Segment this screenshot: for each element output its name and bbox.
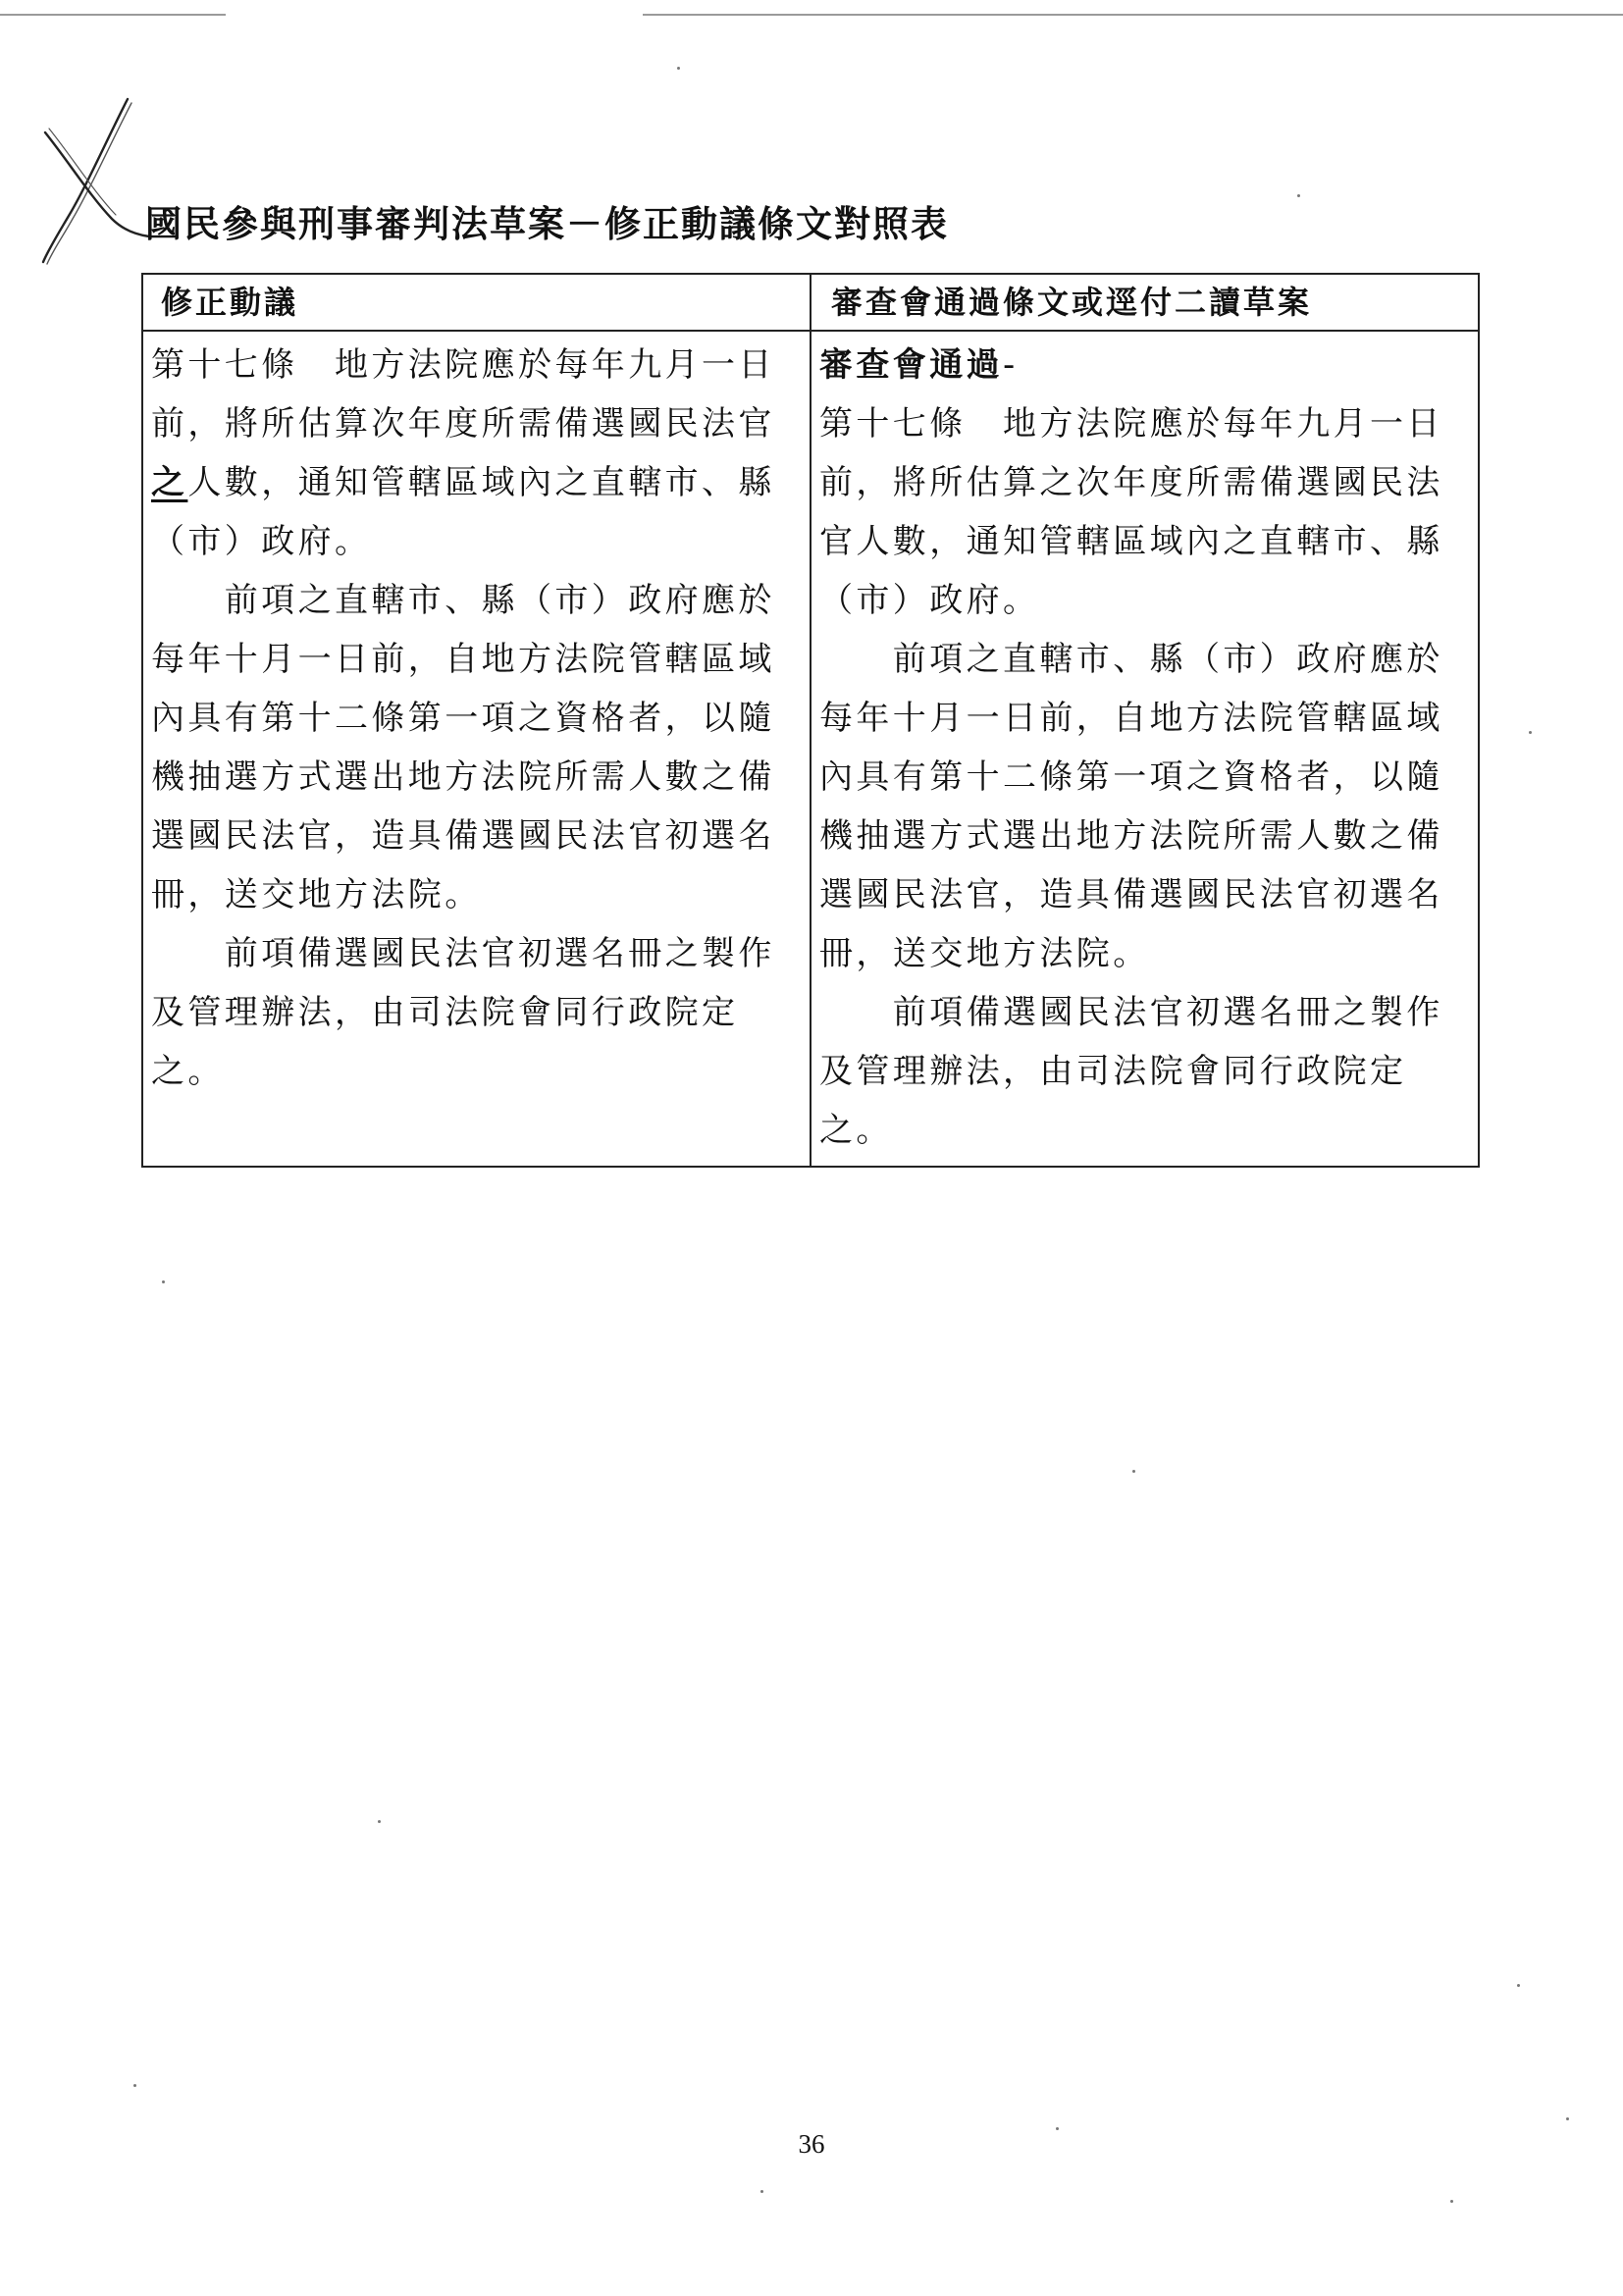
- header-committee-version: 審查會通過條文或逕付二讀草案: [811, 274, 1479, 331]
- scan-speck: [1566, 2117, 1569, 2120]
- scan-edge-line-left: [0, 14, 226, 16]
- committee-passed-label: [819, 336, 1470, 394]
- left-article-text-before-mark: 第十七條 地方法院應於每年九月一日前，將所估算次年度所需備選國民法官: [151, 345, 775, 444]
- left-article-17: [151, 336, 802, 571]
- table-header-row: [142, 274, 1479, 331]
- right-paragraph-2: 前項之直轄市、縣（市）政府應於每年十月一日前，自地方法院管轄區域內具有第十二條第一項之資格者，以隨機抽選方式選出地方法院所需人數之備選國民法官，造具備選國民法官初選名冊，送交地方法院。: [819, 640, 1443, 973]
- committee-passed-label-text: 審查會通過: [819, 345, 1003, 385]
- underlined-amended-word: 之: [151, 463, 188, 502]
- header-amendment-motion: 修正動議: [142, 274, 811, 331]
- page-number: 36: [798, 2129, 825, 2159]
- scan-speck: [133, 2084, 136, 2087]
- scan-speck: [1297, 194, 1300, 197]
- scan-speck: [1132, 1470, 1135, 1473]
- scan-speck: [1517, 1984, 1520, 1987]
- right-article-17: 第十七條 地方法院應於每年九月一日前，將所估算之次年度所需備選國民法官人數，通知管轄區域內之直轄市、縣（市）政府。: [819, 404, 1443, 620]
- scan-speck: [1056, 2127, 1059, 2130]
- left-paragraph-3: 前項備選國民法官初選名冊之製作及管理辦法，由司法院會同行政院定之。: [151, 934, 775, 1091]
- amendment-motion-cell: [142, 331, 811, 1167]
- comparison-table: [141, 273, 1480, 1168]
- committee-version-cell: [811, 331, 1479, 1167]
- scan-speck: [677, 67, 680, 70]
- table-row: [142, 331, 1479, 1167]
- scan-speck: [162, 1280, 165, 1283]
- scan-speck: [378, 1820, 381, 1823]
- left-paragraph-2: 前項之直轄市、縣（市）政府應於每年十月一日前，自地方法院管轄區域內具有第十二條第一項之資格者，以隨機抽選方式選出地方法院所需人數之備選國民法官，造具備選國民法官初選名冊，送交地方法院。: [151, 581, 775, 914]
- document-title: 國民參與刑事審判法草案－修正動議條文對照表: [145, 203, 949, 245]
- handwritten-cross-mark-icon: [29, 93, 157, 270]
- scan-speck: [760, 2190, 763, 2193]
- right-paragraph-3: 前項備選國民法官初選名冊之製作及管理辦法，由司法院會同行政院定之。: [819, 993, 1443, 1150]
- scan-speck: [1529, 731, 1532, 734]
- left-article-text-after-mark: 人數，通知管轄區域內之直轄市、縣（市）政府。: [151, 463, 775, 561]
- committee-passed-dash: -: [1003, 345, 1019, 385]
- scan-speck: [1450, 2200, 1453, 2203]
- scan-edge-line-right: [643, 14, 1623, 16]
